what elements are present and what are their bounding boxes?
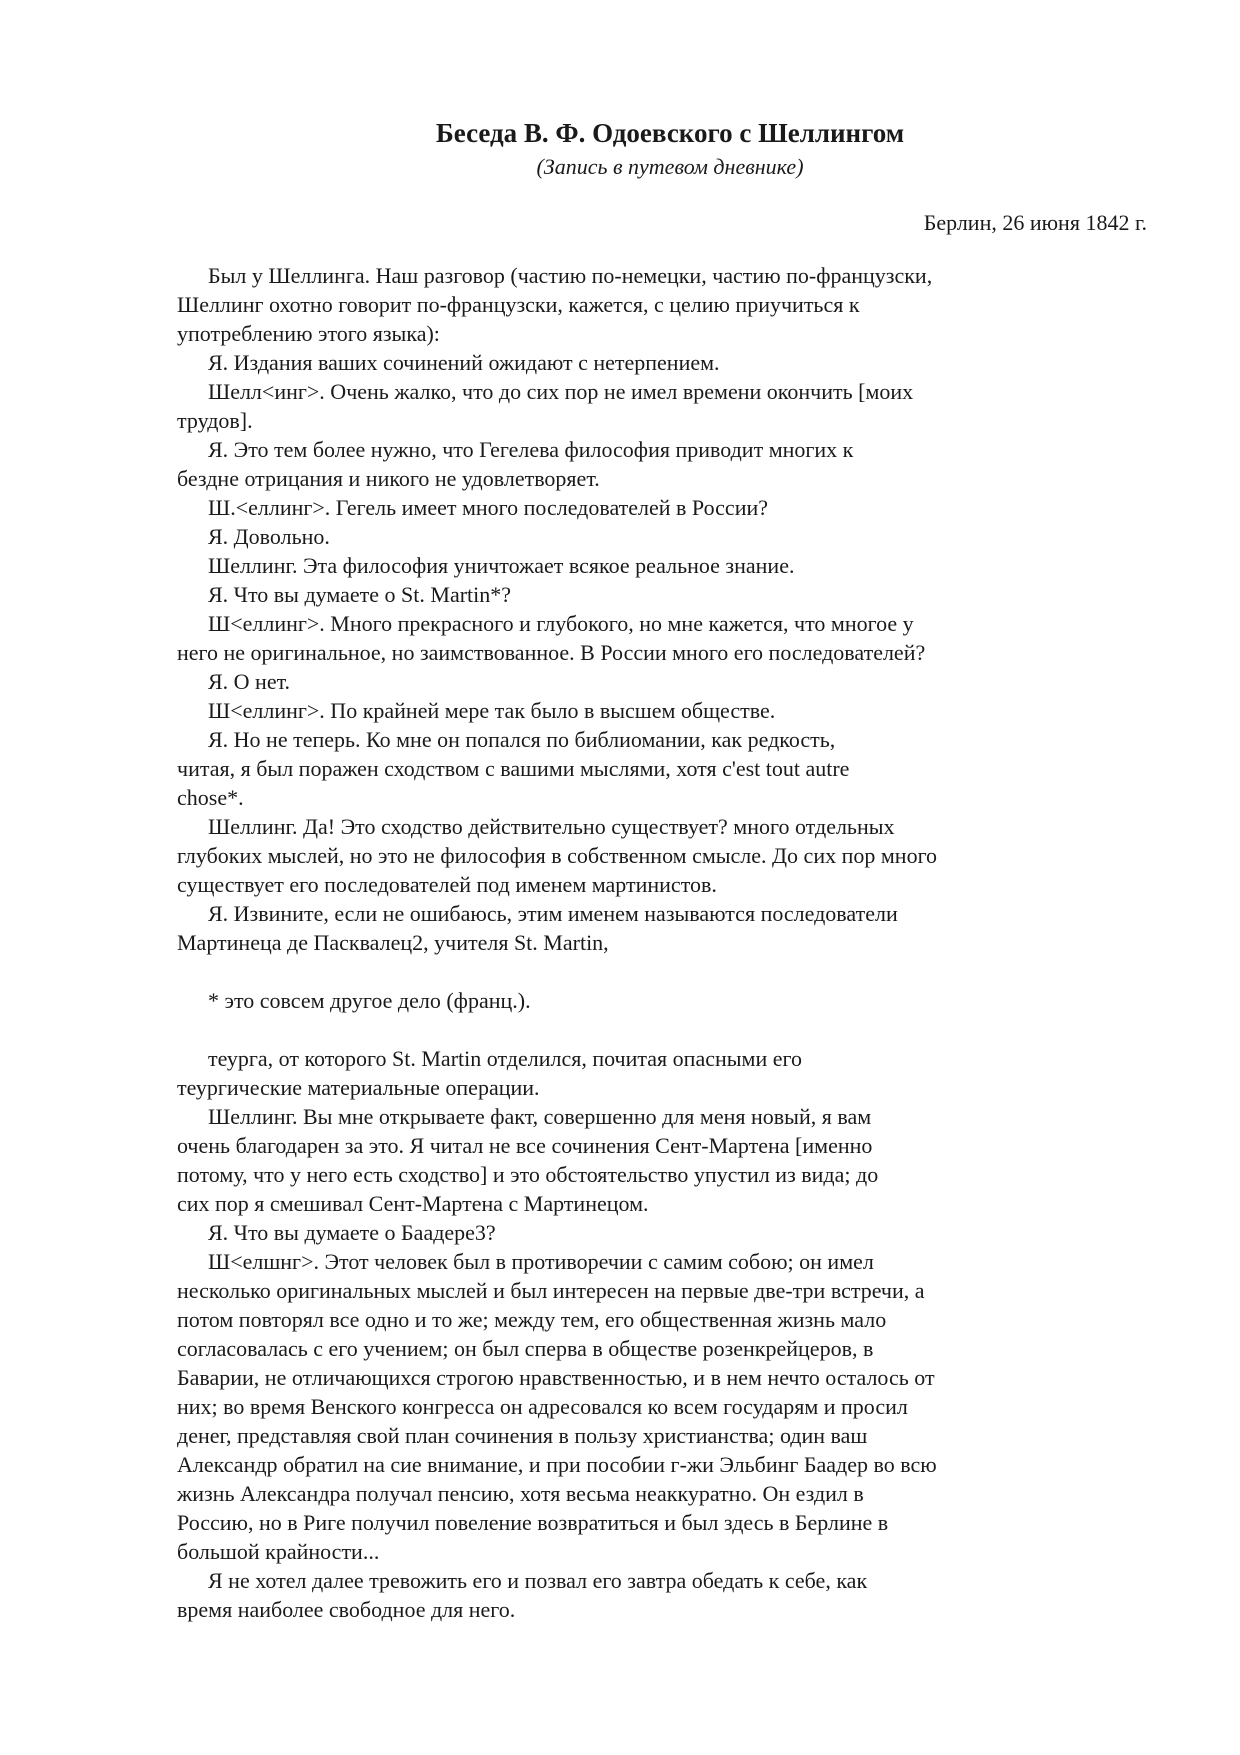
text-line: жизнь Александра получал пенсию, хотя весьма неаккуратно. Он ездил в [177, 1481, 864, 1506]
text-line: Ш<елшнг>. Этот человек был в противоречии с самим собою; он имел [208, 1249, 874, 1274]
text-line: Ш<еллинг>. Много прекрасного и глубокого, но мне кажется, что многое у [208, 611, 914, 636]
text-line: Россию, но в Риге получил повеление возвратиться и был здесь в Берлине в [177, 1510, 889, 1535]
text-line: Я. Но не теперь. Ко мне он попался по библиомании, как редкость, [208, 727, 836, 752]
text-line: употреблению этого языка): [177, 321, 440, 346]
text-line: Я. Извините, если не ошибаюсь, этим именем называются последователи [208, 901, 898, 926]
text-line: глубоких мыслей, но это не философия в собственном смысле. До сих пор много [177, 843, 938, 868]
text-line: большой крайности... [177, 1539, 380, 1564]
text-line: Шелл<инг>. Очень жалко, что до сих пор не имел времени окончить [моих [208, 379, 914, 404]
text-line: трудов]. [177, 408, 253, 433]
text-line: согласовалась с его учением; он был сперва в обществе розенкрейцеров, в [177, 1336, 874, 1361]
text-line: Я. Что вы думаете о St. Martin*? [208, 582, 512, 607]
text-line: Ш.<еллинг>. Гегель имеет много последователей в России? [208, 495, 769, 520]
text-line: Баварии, не отличающихся строгою нравственностью, и в нем нечто осталось от [177, 1365, 935, 1390]
text-line: Шеллинг. Эта философия уничтожает всякое реальное знание. [208, 553, 795, 578]
text-line: читая, я был поражен сходством с вашими мыслями, хотя c'est tout autre [177, 756, 850, 781]
document-title: Беседа В. Ф. Одоевского с Шеллингом [435, 118, 905, 148]
text-line: Мартинеца де Пасквалец2, учителя St. Martin, [177, 930, 609, 955]
text-line: существует его последователей под именем мартинистов. [177, 872, 717, 897]
text-line: него не оригинальное, но заимствованное. В России много его последователей? [177, 640, 926, 665]
text-line: Я не хотел далее тревожить его и позвал его завтра обедать к себе, как [208, 1568, 868, 1593]
text-line: Был у Шеллинга. Наш разговор (частию по-немецки, частию по-французски, [208, 263, 933, 288]
text-line: бездне отрицания и никого не удовлетворяет. [177, 466, 600, 491]
text-line: денег, представляя свой план сочинения в пользу христианства; один ваш [177, 1423, 868, 1448]
footnote: * это совсем другое дело (франц.). [208, 988, 531, 1013]
text-line: chose*. [177, 785, 244, 810]
text-line: очень благодарен за это. Я читал не все сочинения Сент-Мартена [именно [177, 1133, 873, 1158]
text-line: Александр обратил на сие внимание, и при пособии г-жи Эльбинг Баадер во всю [177, 1452, 937, 1477]
text-line: Я. Издания ваших сочинений ожидают с нетерпением. [208, 350, 720, 375]
text-line: время наиболее свободное для него. [177, 1597, 516, 1622]
text-line: Я. Довольно. [208, 524, 330, 549]
text-line: теургические материальные операции. [177, 1075, 540, 1100]
text-line: Я. Это тем более нужно, что Гегелева философия приводит многих к [208, 437, 854, 462]
text-line: Шеллинг. Вы мне открываете факт, совершенно для меня новый, я вам [208, 1104, 872, 1129]
text-line: потом повторял все одно и то же; между тем, его общественная жизнь мало [177, 1307, 887, 1332]
text-line: Ш<еллинг>. По крайней мере так было в высшем обществе. [208, 698, 776, 723]
text-line: несколько оригинальных мыслей и был интересен на первые две-три встречи, а [177, 1278, 925, 1303]
document-subtitle: (Запись в путевом дневнике) [536, 154, 804, 179]
text-line: Я. Что вы думаете о Баадере3? [208, 1220, 496, 1245]
text-line: теурга, от которого St. Martin отделился, почитая опасными его [208, 1046, 802, 1071]
text-line: них; во время Венского конгресса он адресовался ко всем государям и просил [177, 1394, 908, 1419]
text-line: Я. О нет. [208, 669, 291, 694]
dateline: Берлин, 26 июня 1842 г. [923, 210, 1147, 235]
text-line: потому, что у него есть сходство] и это обстоятельство упустил из вида; до [177, 1162, 879, 1187]
text-line: Шеллинг охотно говорит по-французски, кажется, с целию приучиться к [177, 292, 860, 317]
text-line: сих пор я смешивал Сент-Мартена с Мартинецом. [177, 1191, 649, 1216]
text-line: Шеллинг. Да! Это сходство действительно существует? много отдельных [208, 814, 895, 839]
